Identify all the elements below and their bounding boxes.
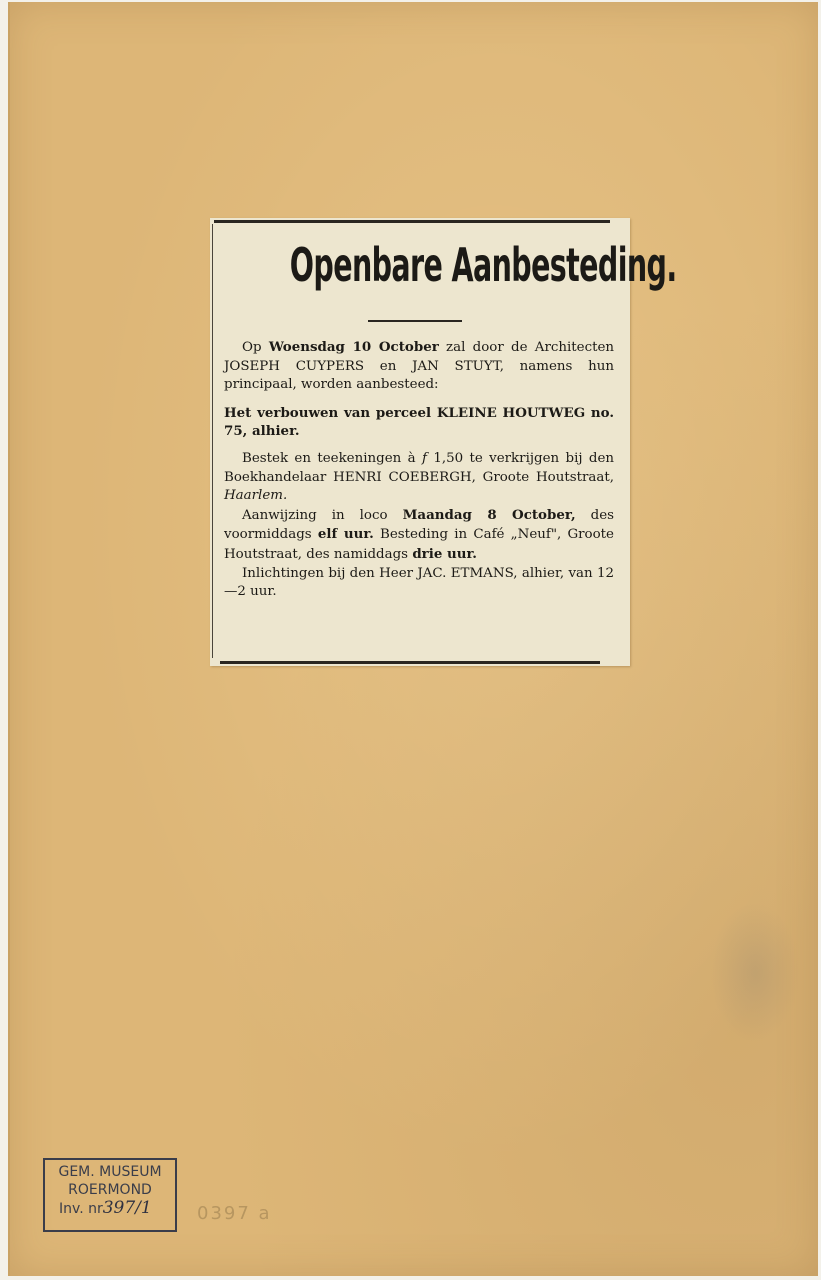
headline-divider [368,320,462,322]
text-span: Op [242,340,269,355]
text-span: des voormiddags [224,507,615,543]
time-eleven: elf uur. [317,526,374,543]
clipping-top-rule [214,220,610,223]
date-wednesday: Woensdag 10 October [268,339,439,355]
clipping-body [224,338,614,602]
text-span: Besteding in Café „Neuf", Groote Houtstraat, des namiddags [224,527,614,562]
paragraph-specs [224,450,614,506]
city-haarlem: Haarlem. [224,488,288,504]
text-span: zal door de Architecten JOSEPH CUYPERS en JAN STUYT, namens hun principaal, worden aanbesteed: [224,340,615,393]
pencil-catalog-note: 0397 a [197,1203,272,1224]
florin-sign: f [421,450,427,466]
stamp-line-inventory [45,1199,175,1218]
clipping-left-rule [212,224,213,658]
inventory-number-handwritten: 397/1 [102,1198,152,1218]
paragraph-announcement [224,338,614,395]
newspaper-clipping [210,218,677,666]
text-span: 1,50 te verkrijgen bij den Boekhandelaar HENRI COEBERGH, Groote Houtstraat, [224,450,614,485]
paragraph-information: Inlichtingen bij den Heer JAC. ETMANS, alhier, van 12—2 uur. [224,565,614,600]
clipping-headline: Openbare Aanbesteding. [289,238,677,292]
museum-inventory-stamp [43,1158,177,1232]
text-span: Aanwijzing in loco [242,507,403,523]
date-monday: Maandag 8 October, [402,506,576,523]
paragraph-inspection [224,506,614,565]
inventory-label: Inv. nr [59,1201,103,1217]
paper-stain [710,902,800,1042]
paragraph-project: Het verbouwen van perceel KLEINE HOUTWEG no. 75, alhier. [224,404,614,440]
time-three: drie uur. [412,545,477,562]
stamp-line-city: ROERMOND [68,1182,152,1198]
clipping-bottom-rule [220,661,600,664]
text-span: Bestek en teekeningen à [242,450,422,466]
stamp-line-museum: GEM. MUSEUM [58,1164,162,1180]
